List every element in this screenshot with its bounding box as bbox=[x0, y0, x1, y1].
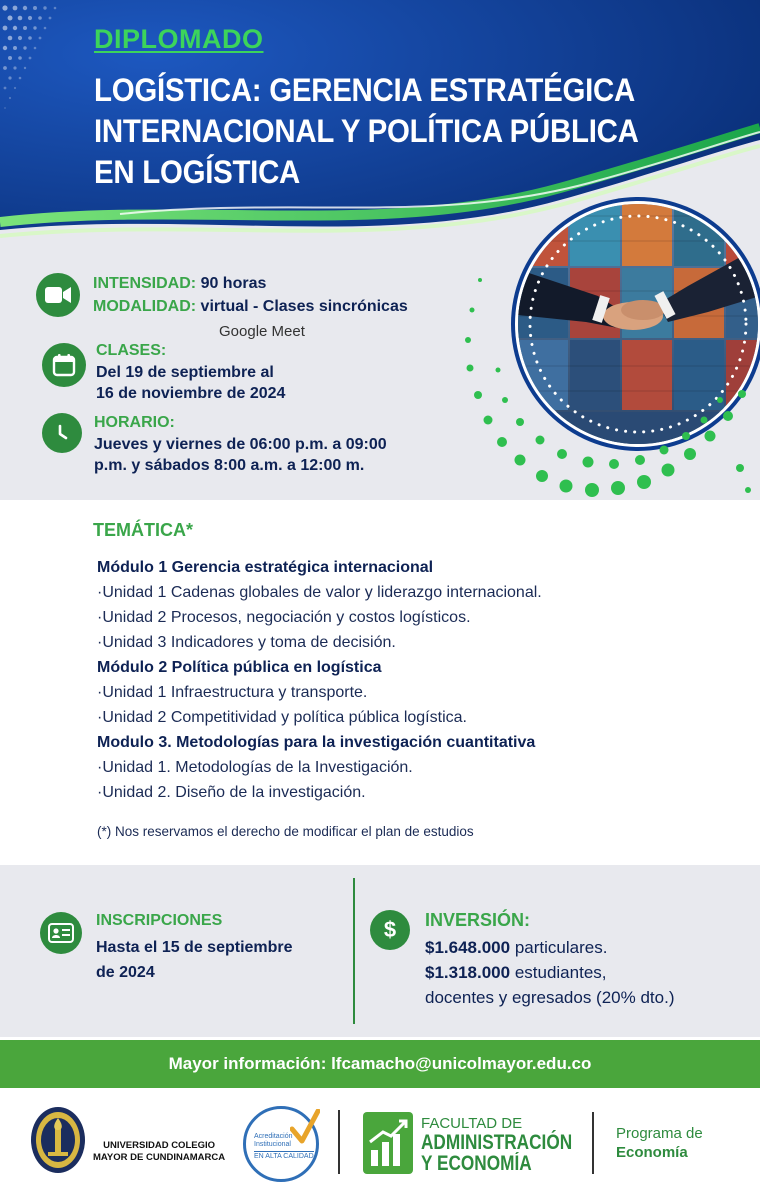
calendar-icon bbox=[42, 343, 86, 387]
list-item: Módulo 2 Política pública en logística bbox=[97, 659, 382, 676]
accreditation-line: EN ALTA CALIDAD bbox=[254, 1153, 314, 1160]
programa-line: Programa de bbox=[616, 1125, 703, 1142]
modalidad-row bbox=[93, 298, 408, 316]
facultad-line: Y ECONOMÍA bbox=[421, 1152, 532, 1175]
footer-divider bbox=[338, 1110, 340, 1174]
list-item: ·Unidad 1. Metodologías de la Investigación. bbox=[97, 759, 413, 776]
university-name bbox=[93, 1140, 225, 1164]
inscripciones-line: de 2024 bbox=[96, 964, 155, 981]
title-line: LOGÍSTICA: GERENCIA ESTRATÉGICA bbox=[94, 72, 636, 108]
program-kicker: DIPLOMADO bbox=[94, 24, 264, 54]
accreditation-text bbox=[254, 1133, 314, 1161]
dollar-icon: $ bbox=[370, 910, 410, 950]
intensidad-row bbox=[93, 275, 266, 293]
clases-dates bbox=[96, 362, 285, 404]
price-estudiantes-desc2: docentes y egresados (20% dto.) bbox=[425, 988, 675, 1007]
price-line-estudiantes bbox=[425, 960, 674, 985]
programa-line: Economía bbox=[616, 1144, 688, 1161]
university-line: MAYOR DE CUNDINAMARCA bbox=[93, 1152, 226, 1163]
facultad-chart-logo bbox=[363, 1112, 413, 1174]
tematica-list bbox=[97, 555, 717, 805]
price-estudiantes: $1.318.000 bbox=[425, 963, 511, 982]
inversion-label: INVERSIÓN: bbox=[425, 910, 531, 930]
modalidad-value: virtual - Clases sincrónicas bbox=[200, 298, 408, 315]
programa-name bbox=[616, 1124, 703, 1162]
contact-email-link[interactable]: Mayor información: lfcamacho@unicolmayor.edu.co bbox=[168, 1054, 592, 1073]
tematica-title: TEMÁTICA* bbox=[93, 520, 193, 540]
horario-line: p.m. y sábados 8:00 a.m. a 12:00 m. bbox=[94, 457, 365, 474]
horario-times bbox=[94, 434, 387, 476]
price-particulares: $1.648.000 bbox=[425, 938, 511, 957]
vertical-divider bbox=[353, 878, 355, 1024]
page-title bbox=[94, 70, 646, 193]
horario-line: Jueves y viernes de 06:00 p.m. a 09:00 bbox=[94, 436, 387, 453]
bar-chart-icon bbox=[363, 1112, 413, 1174]
title-line: INTERNACIONAL Y POLÍTICA PÚBLICA bbox=[94, 113, 639, 149]
list-item: ·Unidad 1 Cadenas globales de valor y liderazgo internacional. bbox=[97, 584, 542, 601]
facultad-line: ADMINISTRACIÓN bbox=[421, 1131, 573, 1154]
modalidad-platform: Google Meet bbox=[219, 323, 305, 340]
registration-card-icon bbox=[40, 912, 82, 954]
horario-label: HORARIO: bbox=[94, 414, 175, 431]
facultad-line: FACULTAD DE bbox=[421, 1115, 523, 1132]
accreditation-badge bbox=[243, 1106, 319, 1182]
clases-line: 16 de noviembre de 2024 bbox=[96, 385, 286, 402]
list-item: ·Unidad 2. Diseño de la investigación. bbox=[97, 784, 366, 801]
list-item: ·Unidad 3 Indicadores y toma de decisión. bbox=[97, 634, 396, 651]
price-estudiantes-desc: estudiantes, bbox=[510, 963, 607, 982]
clock-icon bbox=[42, 413, 82, 453]
price-line-particulares bbox=[425, 935, 674, 960]
list-item: ·Unidad 2 Competitividad y política pública logística. bbox=[97, 709, 467, 726]
university-seal-logo bbox=[30, 1106, 86, 1174]
list-item: ·Unidad 2 Procesos, negociación y costos logísticos. bbox=[97, 609, 471, 626]
green-dots-decoration bbox=[440, 250, 760, 530]
facultad-name bbox=[421, 1116, 605, 1174]
list-item: Módulo 1 Gerencia estratégica internacional bbox=[97, 559, 434, 576]
modalidad-label: MODALIDAD: bbox=[93, 298, 197, 315]
inscripciones-label: INSCRIPCIONES bbox=[96, 912, 223, 929]
list-item: ·Unidad 1 Infraestructura y transporte. bbox=[97, 684, 368, 701]
clases-line: Del 19 de septiembre al bbox=[96, 364, 274, 381]
inscripciones-line: Hasta el 15 de septiembre bbox=[96, 939, 293, 956]
accreditation-line: Institucional bbox=[254, 1141, 291, 1148]
title-line: EN LOGÍSTICA bbox=[94, 154, 301, 190]
clases-label: CLASES: bbox=[96, 342, 167, 359]
footer-divider bbox=[592, 1112, 594, 1174]
halftone-dots-decoration bbox=[0, 0, 80, 140]
university-line: UNIVERSIDAD COLEGIO bbox=[103, 1140, 216, 1151]
accreditation-line: Acreditación bbox=[254, 1133, 293, 1140]
intensidad-value: 90 horas bbox=[200, 275, 267, 292]
price-particulares-desc: particulares. bbox=[510, 938, 608, 957]
list-item: Modulo 3. Metodologías para la investigación cuantitativa bbox=[97, 734, 536, 751]
contact-bar bbox=[0, 1040, 760, 1088]
inversion-prices bbox=[425, 935, 674, 1010]
disclaimer-note: (*) Nos reservamos el derecho de modificar el plan de estudios bbox=[97, 824, 474, 839]
inscripciones-deadline bbox=[96, 935, 293, 985]
intensidad-label: INTENSIDAD: bbox=[93, 275, 197, 292]
video-camera-icon bbox=[36, 273, 80, 317]
